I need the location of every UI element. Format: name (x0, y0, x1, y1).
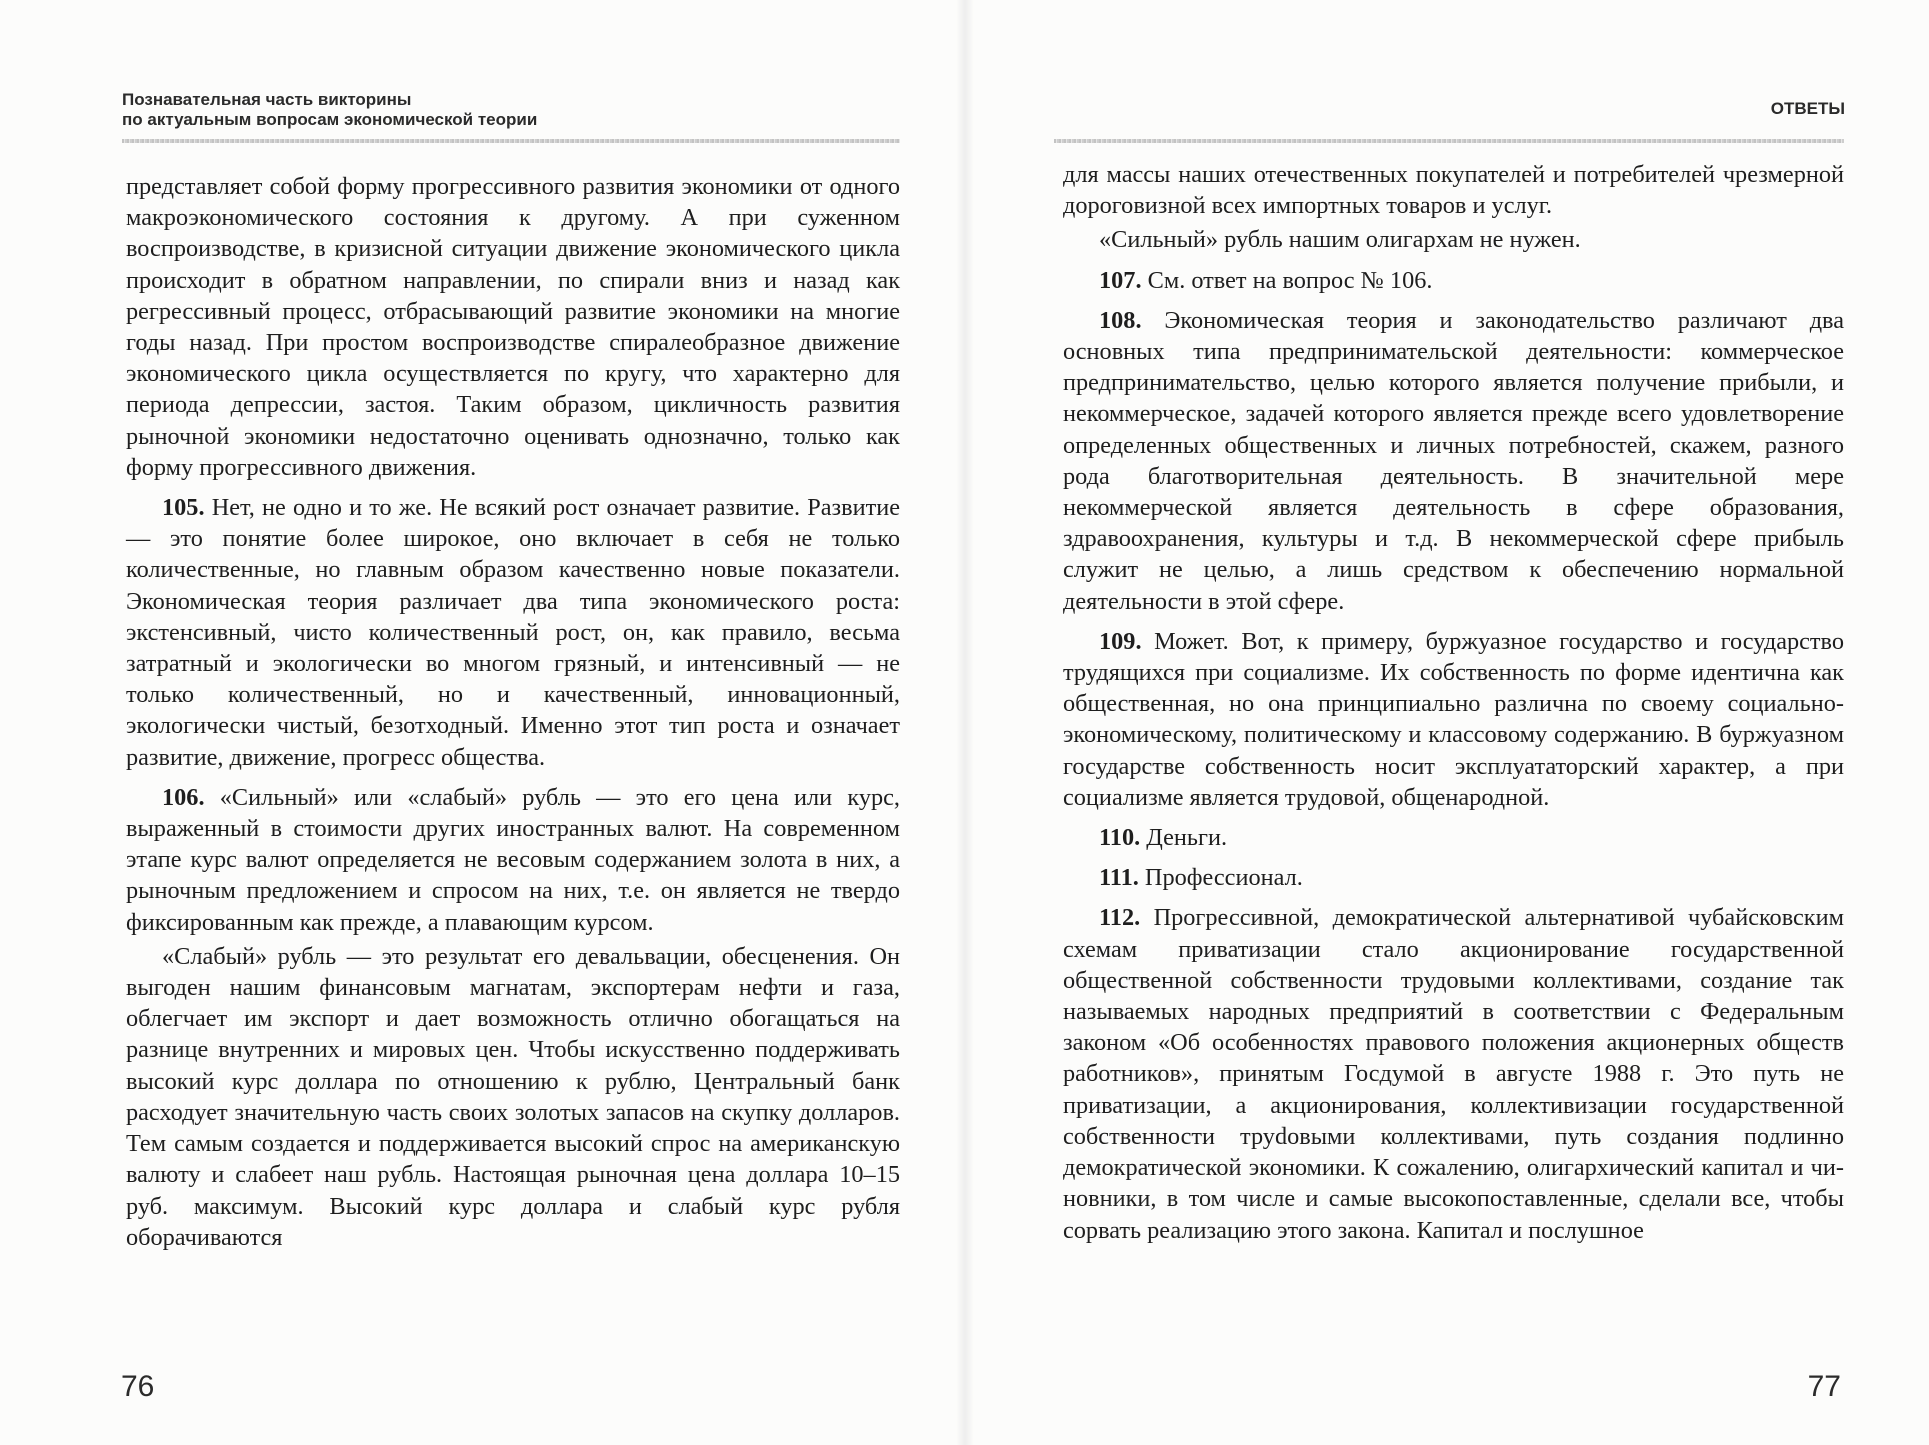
left-running-head (122, 90, 722, 130)
paragraph (1063, 626, 1844, 813)
paragraph-text: Нет, не одно и то же. Не всякий рост означает развитие. Развитие — это понятие более широкое, оно включает в себя не только количественные, но главным образом качественно новые показатели. Экономическая теория различает два типа экономического роста: экстенсивный, чисто количественный рост, он, как правило, весьма затратный и экологически во многом грязный, и интенсивный — не только количественный, но и качественный, инновационный, экологически чистый, безотходный. Именно этот тип роста и означает развитие, движение, прогресс общества. (126, 494, 900, 771)
paragraph-text: См. ответ на вопрос № 106. (1147, 266, 1433, 294)
left-page-number: 76 (121, 1370, 155, 1403)
paragraph (126, 492, 900, 773)
paragraph (1063, 265, 1844, 296)
left-running-head-line1: Познавательная часть викторины (122, 90, 412, 109)
paragraph-text: Профессионал. (1144, 864, 1303, 892)
paragraph (1063, 224, 1844, 255)
answer-number: 107. (1099, 266, 1142, 294)
answer-number: 111. (1099, 864, 1139, 892)
right-running-head: ОТВЕТЫ (1770, 99, 1845, 118)
answer-number: 105. (162, 494, 205, 522)
left-header-rule (122, 139, 900, 143)
right-page-number: 77 (1807, 1370, 1841, 1403)
paragraph (126, 171, 900, 483)
paragraph-text: «Слабый» рубль — это результат его девальвации, обесценения. Он выгоден нашим финансовым магнатам, экспортерам нефти и газа, облегчает им экспорт и дает возможность отлично обогащаться на разнице внутренних и мировых цен. Чтобы искусственно поддерживать высокий курс доллара по отношению к рублю, Центральный банк расходует значительную часть своих золотых запасов на скупку долларов. Тем самым создается и поддерживается высокий спрос на американскую валюту и слабеет наш рубль. Настоящая рыночная цена доллара 10–15 руб. максимум. Высокий курс доллара и слабый курс рубля оборачиваются (126, 942, 900, 1251)
paragraph (1063, 862, 1844, 893)
left-running-head-line2: по актуальным вопросам экономической теории (122, 110, 538, 129)
answer-number: 108. (1099, 306, 1142, 334)
answer-number: 106. (162, 783, 205, 811)
right-body-text (1063, 159, 1844, 1255)
paragraph-text: Экономическая теория и законодательство различают два основных типа предпринимательской деятельности: коммерческое предпринимательство, целью которого является получение прибыли, и некоммерческое, задачей которого является прежде всего удовлетворение определенных общественных и личных потребностей, скажем, разного рода благотворительная деятельность. В значительной мере некоммерческой является деятельность в сфере образования, здравоохранения, культуры и т.д. В некоммерческой сфере прибыль служит не целью, а лишь средством к обеспечению нормальной деятельности в этой сфере. (1063, 306, 1844, 615)
answer-number: 112. (1099, 904, 1141, 932)
paragraph (1063, 159, 1844, 221)
paragraph (1063, 305, 1844, 617)
left-body-text (126, 171, 900, 1262)
answer-number: 109. (1099, 627, 1142, 655)
paragraph-text: Прогрессивной, демократической альтернативой чубайсковским схемам приватизации стало акционирование государственной общественной собственности трудовыми коллективами, создание так называемых народных предприятий в соответствии с Федеральным законом «Об особенностях правового положения акционерных обществ работников», принятым Госдумой в августе 1988 г. Это путь не приватизации, а акционирования, коллективизации государственной собственности труdовыми коллективами, путь создания подлинно демократической экономики. К сожалению, олигархический капитал и чиновники, в том числе и самые высокопоставленные, сделали все, чтобы сорвать реализацию этого закона. Капитал и послушное (1063, 904, 1844, 1244)
paragraph (126, 941, 900, 1253)
paragraph-text: «Сильный» рубль нашим олигархам не нужен. (1099, 226, 1581, 254)
paragraph-text: для массы наших отечественных покупателей и потребителей чрезмерной дороговизной всех импортных товаров и услуг. (1063, 161, 1844, 220)
paragraph (1063, 902, 1844, 1245)
right-header-rule (1054, 139, 1844, 143)
answer-number: 110. (1099, 824, 1141, 852)
paragraph (126, 782, 900, 938)
paragraph-text: Деньги. (1146, 824, 1228, 852)
book-gutter (956, 0, 974, 1445)
paragraph-text: Может. Вот, к примеру, буржуазное государство и государство трудящихся при социализме. Их собственность по форме идентична как общественная, но она принципиально различна по своему социально-экономическому, политическому и классовому содержанию. В буржуазном государстве собственность носит эксплуататорский характер, а при социализме является трудовой, общенародной. (1063, 627, 1844, 811)
paragraph-text: представляет собой форму прогрессивного развития экономики от одного макроэкономического состояния к другому. А при суженном воспроизводстве, в кризисной ситуации движение экономического цикла происходит в обратном направлении, по спирали вниз и назад как регрессивный процесс, отбрасывающий развитие экономики на многие годы назад. При простом воспроизводстве спиралеобразное движение экономического цикла осуществляется по кругу, что характерно для периода депрессии, застоя. Таким образом, цикличность развития рыночной экономики недостаточно оценивать однозначно, только как форму прогрессивного движения. (126, 173, 900, 481)
paragraph (1063, 822, 1844, 853)
paragraph-text: «Сильный» или «слабый» рубль — это его цена или курс, выраженный в стоимости других иностранных валют. На современном этапе курс валют определяется не весовым содержанием золота в них, а рыночным предложением и спросом на них, т.е. он является не твердо фиксированным как прежде, а плавающим курсом. (126, 783, 901, 936)
left-page (0, 0, 964, 1445)
